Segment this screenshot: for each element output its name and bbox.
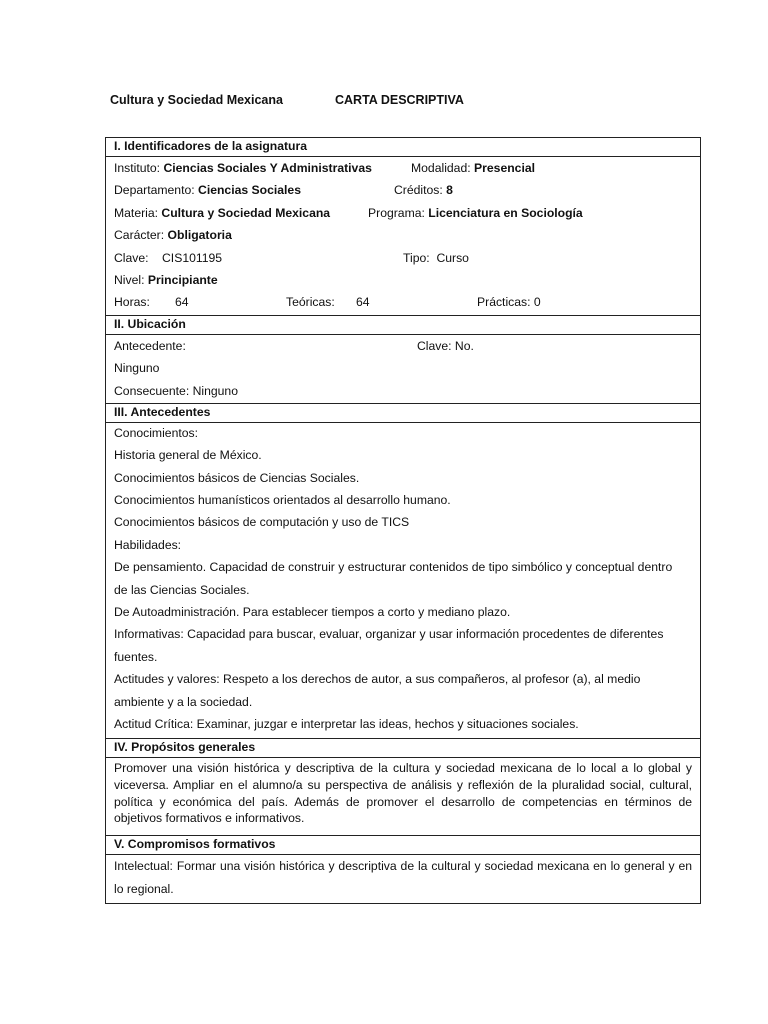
antecedentes-line: Historia general de México. — [114, 448, 262, 463]
programa-value: Licenciatura en Sociología — [428, 205, 583, 220]
nivel-label: Nivel: — [114, 272, 145, 287]
caracter-value: Obligatoria — [167, 228, 232, 243]
row-horas — [114, 292, 692, 314]
antecedentes-line: De Autoadministración. Para establecer tiempos a corto y mediano plazo. — [114, 605, 511, 620]
antecedentes-line: Conocimientos humanísticos orientados al desarrollo humano. — [114, 493, 451, 508]
clave-label: Clave: — [114, 250, 149, 265]
antecedentes-line: Informativas: Capacidad para buscar, evaluar, organizar y usar información procedentes de diferentes — [114, 627, 664, 642]
antecedentes-line: Conocimientos básicos de computación y uso de TICS — [114, 515, 410, 530]
caracter-label: Carácter: — [114, 228, 165, 243]
section-5-title: V. Compromisos formativos — [106, 836, 700, 855]
clave-no: Clave: No. — [417, 338, 474, 353]
antecedentes-line: ambiente y a la sociedad. — [114, 694, 253, 709]
row-materia — [114, 203, 692, 225]
section-5-body — [106, 855, 700, 903]
section-1-title: I. Identificadores de la asignatura — [106, 138, 700, 157]
materia-value: Cultura y Sociedad Mexicana — [161, 205, 331, 220]
creditos-label: Créditos: — [394, 183, 443, 198]
nivel-value: Principiante — [147, 272, 218, 287]
departamento-value: Ciencias Sociales — [198, 183, 301, 198]
tipo-value: Curso — [436, 250, 469, 265]
antecedentes-line: Actitud Crítica: Examinar, juzgar e interpretar las ideas, hechos y situaciones sociales. — [114, 716, 579, 731]
antecedentes-line: Conocimientos: — [114, 425, 198, 440]
section-3-body — [106, 423, 700, 739]
section-2-title: II. Ubicación — [106, 316, 700, 335]
instituto-value: Ciencias Sociales Y Administrativas — [163, 161, 372, 175]
document-title: CARTA DESCRIPTIVA — [335, 93, 464, 107]
horas-value: 64 — [175, 295, 189, 310]
antecedente-value: Ninguno — [114, 361, 160, 376]
creditos-value: 8 — [446, 183, 453, 198]
materia-label: Materia: — [114, 205, 159, 220]
row-nivel — [114, 270, 692, 292]
course-title: Cultura y Sociedad Mexicana — [110, 93, 283, 107]
antecedentes-line: de las Ciencias Sociales. — [114, 582, 250, 597]
practicas-label: Prácticas: — [477, 295, 531, 310]
row-caracter — [114, 225, 692, 247]
document-header — [110, 93, 464, 107]
section-3-title: III. Antecedentes — [106, 404, 700, 423]
row-departamento — [114, 180, 692, 202]
tipo — [403, 248, 469, 268]
creditos — [394, 180, 453, 200]
consecuente: Consecuente: Ninguno — [114, 383, 238, 398]
antecedentes-line: Conocimientos básicos de Ciencias Sociales. — [114, 470, 360, 485]
row-instituto — [114, 158, 692, 180]
row-clave — [114, 248, 692, 270]
section-4-title: IV. Propósitos generales — [106, 739, 700, 758]
antecedentes-line: Habilidades: — [114, 537, 182, 552]
practicas-value: 0 — [533, 295, 541, 310]
modalidad — [411, 158, 535, 178]
section-2-body — [106, 335, 700, 404]
tipo-label: Tipo: — [403, 250, 430, 265]
instituto-label: Instituto: — [114, 161, 161, 175]
compromisos-text: Intelectual: Formar una visión histórica y descriptiva de la cultural y sociedad mexicana en lo general y en lo regional. — [114, 858, 692, 896]
antecedentes-line: De pensamiento. Capacidad de construir y estructurar contenidos de tipo simbólico y conceptual dentro — [114, 560, 673, 575]
programa — [368, 203, 583, 223]
departamento-label: Departamento: — [114, 183, 195, 198]
antecedentes-line: Actitudes y valores: Respeto a los derechos de autor, a sus compañeros, al profesor (a), al medio — [114, 672, 641, 687]
section-1-body — [106, 157, 700, 316]
modalidad-label: Modalidad: — [411, 161, 471, 175]
clave-value: CIS101195 — [162, 250, 223, 265]
teoricas-value: 64 — [356, 295, 370, 310]
programa-label: Programa: — [368, 205, 425, 220]
propositos-text: Promover una visión histórica y descriptiva de la cultura y sociedad mexicana de lo local a lo global y viceversa. Ampliar en el alumno/a su perspectiva de análisis y reflexión de la pluralidad social, cultural, política y económica del país. Además de promover el desarrollo de competencias en términos de objetivos formativos e informativos. — [114, 761, 692, 826]
teoricas-label: Teóricas: — [286, 295, 335, 310]
antecedentes-line: fuentes. — [114, 649, 158, 664]
antecedente-label: Antecedente: — [114, 338, 186, 353]
descriptive-table — [105, 137, 701, 904]
practicas — [477, 292, 541, 312]
section-4-body — [106, 758, 700, 835]
horas-label: Horas: — [114, 295, 150, 310]
modalidad-value: Presencial — [474, 161, 535, 175]
row-antecedente — [114, 336, 692, 358]
